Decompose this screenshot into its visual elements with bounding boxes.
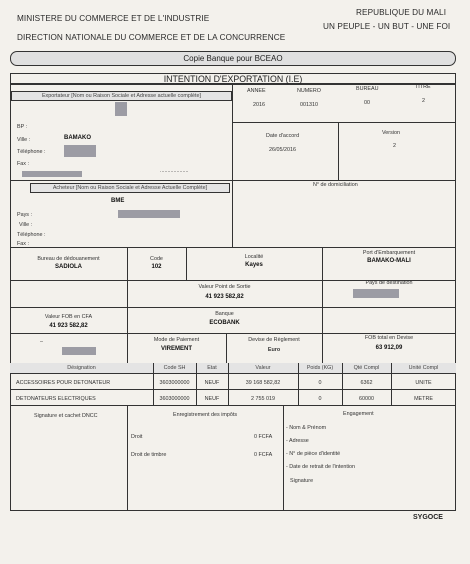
droit-label: Droit xyxy=(131,434,143,440)
copy-banner-box xyxy=(10,51,456,66)
annee-label: ANNEE xyxy=(247,88,266,94)
form-title-box xyxy=(10,73,456,84)
domiciliation-label: N° de domiciliation xyxy=(313,182,358,188)
mode-paiement-label: Mode de Paiement xyxy=(153,337,200,343)
engagement-piece-identite: - N° de pièce d'identité xyxy=(286,451,341,457)
goods-row-1-qte: 6362 xyxy=(360,380,373,386)
version-label: Version xyxy=(382,130,400,136)
goods-header-code-sh: Code SH xyxy=(163,365,186,371)
exporter-dots: ................... xyxy=(160,168,189,174)
goods-row-2-unite: METRE xyxy=(414,396,433,402)
banque-label: Banque xyxy=(215,311,234,317)
devise-reglement-value: Euro xyxy=(267,347,281,353)
redacted-dash: – xyxy=(40,339,43,345)
mode-paiement-value: VIREMENT xyxy=(160,346,192,352)
republic-title: REPUBLIQUE DU MALI xyxy=(356,8,447,17)
signature-dncc-label: Signature et cachet DNCC xyxy=(34,413,98,419)
goods-row-1-unite: UNITE xyxy=(415,380,432,386)
sygoce-mark: SYGOCE xyxy=(413,514,443,521)
buyer-label: Acheteur [Nom ou Raison Sociale et Adresse Actuelle Complète] xyxy=(52,185,208,191)
fob-cfa-label: Valeur FOB en CFA xyxy=(44,314,93,320)
localite-label: Localité xyxy=(244,254,264,260)
port-embarquement-label: Port d'Embarquement xyxy=(362,250,416,256)
fob-devise-value: 63 912,09 xyxy=(375,345,403,351)
numero-label: NUMERO xyxy=(297,88,321,94)
goods-row-1-designation: ACCESSOIRES POUR DETONATEUR xyxy=(16,380,111,386)
bureau-dedouanement-label: Bureau de dédouanement xyxy=(37,256,100,262)
goods-header-qte: Qté Compl xyxy=(353,365,380,371)
engagement-adresse: - Adresse xyxy=(286,438,309,444)
goods-row-2-code-sh: 3603000000 xyxy=(159,396,190,402)
redacted-telephone xyxy=(64,145,96,157)
exporter-telephone-label: Téléphone : xyxy=(17,149,46,155)
engagement-signature: Signature xyxy=(290,478,314,484)
ministry-line2: DIRECTION NATIONALE DU COMMERCE ET DE LA CONCURRENCE xyxy=(17,33,286,42)
redacted-field xyxy=(62,347,96,355)
goods-row-2-valeur: 2 755 019 xyxy=(251,396,275,402)
goods-row-1-etat: NEUF xyxy=(204,380,220,386)
localite-value: Kayes xyxy=(245,262,263,268)
goods-row-1-valeur: 39 168 582,82 xyxy=(245,380,281,386)
devise-reglement-label: Devise de Règlement xyxy=(248,337,300,343)
buyer-label-bar xyxy=(30,183,230,193)
annee-value: 2016 xyxy=(253,102,265,108)
buyer-name: BME xyxy=(111,198,125,204)
goods-row-2-qte: 60000 xyxy=(359,396,374,402)
code-value: 102 xyxy=(151,264,162,270)
titre-label: TITRE xyxy=(415,84,431,90)
port-embarquement-value: BAMAKO-MALI xyxy=(367,258,411,264)
date-accord-label: Date d'accord xyxy=(266,133,300,139)
goods-row-2-etat: NEUF xyxy=(204,396,220,402)
ministry-line1: MINISTERE DU COMMERCE ET DE L'INDUSTRIE xyxy=(17,14,210,23)
redacted-exporter-name xyxy=(115,102,127,116)
version-value: 2 xyxy=(393,143,396,149)
buyer-ville-label: Ville : xyxy=(19,222,33,228)
exporter-bp-label: BP : xyxy=(17,124,28,130)
goods-header-valeur: Valeur xyxy=(255,365,271,371)
date-accord-value: 26/05/2016 xyxy=(269,147,296,153)
exporter-ville-label: Ville : xyxy=(17,137,31,143)
timbre-label: Droit de timbre xyxy=(131,452,167,458)
droit-value: 0 FCFA xyxy=(254,434,273,440)
numero-value: 001310 xyxy=(300,102,318,108)
valeur-sortie-label: Valeur Point de Sortie xyxy=(198,284,251,290)
goods-header-unite: Unité Compl xyxy=(408,365,439,371)
fob-cfa-value: 41 923 582,82 xyxy=(49,323,88,329)
republic-motto: UN PEUPLE - UN BUT - UNE FOI xyxy=(323,22,451,31)
redacted-buyer-address xyxy=(118,210,180,218)
goods-header-poids: Poids (KG) xyxy=(306,365,334,371)
banque-value: ECOBANK xyxy=(209,320,240,326)
exporter-label: Exportateur [Nom ou Raison Sociale et Adresse actuelle complète] xyxy=(41,93,202,99)
goods-row-1-code-sh: 3603000000 xyxy=(159,380,190,386)
code-label: Code xyxy=(150,256,163,262)
bureau-dedouanement-value: SADIOLA xyxy=(55,264,82,270)
goods-header-etat: Etat xyxy=(207,365,217,371)
copy-banner-text: Copie Banque pour BCEAO xyxy=(183,54,283,63)
fob-devise-label: FOB total en Devise xyxy=(364,335,414,341)
buyer-fax-label: Fax : xyxy=(17,241,29,247)
buyer-pays-label: Pays : xyxy=(17,212,32,218)
goods-row-2-poids: 0 xyxy=(318,396,322,402)
goods-header-designation: Désignation xyxy=(67,365,96,371)
timbre-value: 0 FCFA xyxy=(254,452,273,458)
pays-destination-label: Pays de destination xyxy=(365,280,413,286)
exporter-ville-value: BAMAKO xyxy=(64,135,91,141)
bureau-label: BUREAU xyxy=(356,86,379,92)
exporter-label-bar xyxy=(11,91,232,101)
form-title: INTENTION D'EXPORTATION (I.E) xyxy=(163,74,303,84)
goods-row-2-designation: DETONATEURS ELECTRIQUES xyxy=(16,396,96,402)
valeur-sortie-value: 41 923 582,82 xyxy=(205,294,244,300)
goods-row-1-poids: 0 xyxy=(318,380,322,386)
titre-value: 2 xyxy=(422,98,425,104)
redacted-email xyxy=(22,171,82,177)
tax-registration-label: Enregistrement des impôts xyxy=(173,412,238,418)
redacted-pays-destination xyxy=(353,289,399,298)
engagement-date-retrait: - Date de retrait de l'intention xyxy=(286,464,356,470)
buyer-telephone-label: Téléphone : xyxy=(17,232,46,238)
exporter-fax-label: Fax : xyxy=(17,161,29,167)
engagement-label: Engagement xyxy=(343,411,374,417)
bureau-value: 00 xyxy=(364,100,370,106)
engagement-nom: - Nom & Prénom xyxy=(286,425,327,431)
